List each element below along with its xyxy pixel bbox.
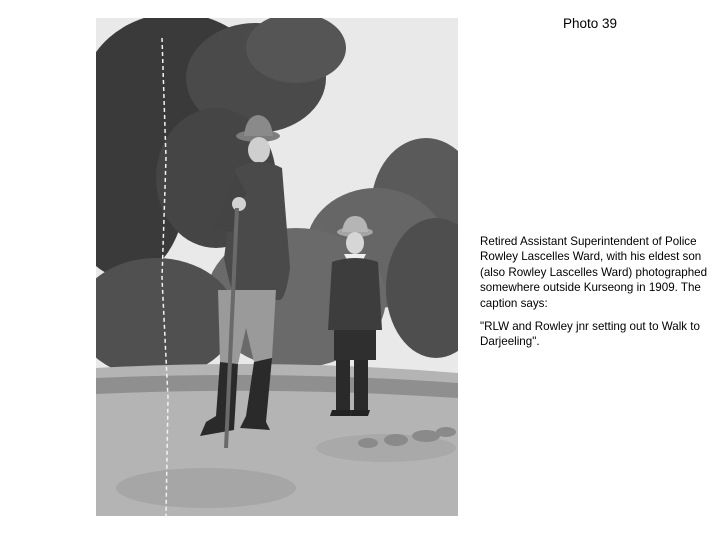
historic-photograph bbox=[96, 18, 458, 516]
photo-number-label: Photo 39 bbox=[563, 16, 618, 31]
caption-paragraph-quote: "RLW and Rowley jnr setting out to Walk to Darjeeling". bbox=[480, 320, 700, 349]
photo-caption bbox=[480, 234, 712, 358]
caption-paragraph-description: Retired Assistant Superintendent of Police Rowley Lascelles Ward, with his eldest son (also Rowley Lascelles Ward) photographed somewhere outside Kurseong in 1909. The caption says: bbox=[480, 235, 708, 310]
